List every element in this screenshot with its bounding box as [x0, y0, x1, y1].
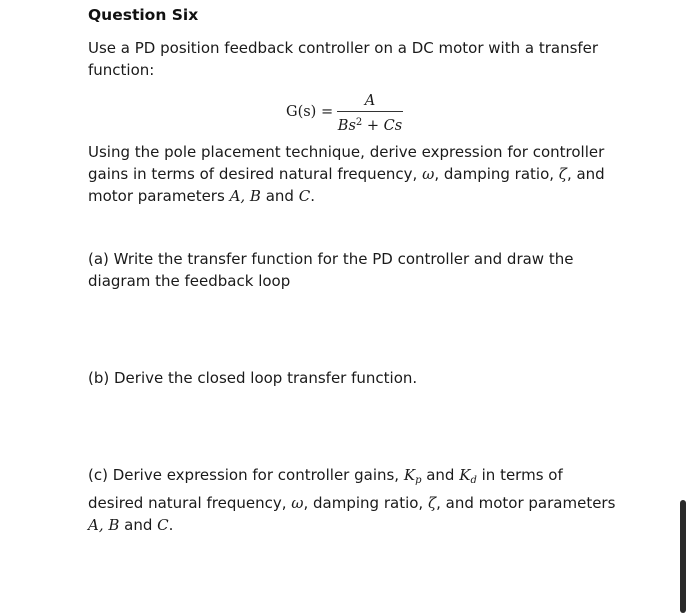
vertical-scrollbar[interactable]: [680, 500, 686, 613]
question-b: (b) Derive the closed loop transfer function.: [88, 369, 418, 387]
qc-zeta-symbol: ζ: [427, 494, 437, 512]
task-paragraph: [88, 141, 608, 207]
qc-text-2: and: [421, 466, 460, 484]
task-text-1: Using the pole placement technique, derive expression for controller gains in terms of desired natural frequency,: [88, 143, 605, 183]
qc-text-3: in terms of desired natural frequency,: [88, 466, 563, 512]
question-c: [88, 464, 618, 536]
denominator-term-b: Bs: [337, 118, 356, 134]
formula-lhs: G(s) =: [286, 104, 334, 120]
qc-text-1: (c) Derive expression for controller gains,: [88, 466, 404, 484]
intro-text: Use a PD position feedback controller on a DC motor with a transfer function:: [88, 39, 599, 79]
denominator-term-c: + Cs: [362, 118, 403, 134]
kd-letter: K: [459, 466, 471, 484]
kp-subscript: p: [415, 475, 422, 486]
question-a: (a) Write the transfer function for the PD controller and draw the diagram the feedback loop: [88, 250, 574, 290]
task-text-5: .: [310, 187, 315, 205]
kp-symbol: [404, 466, 422, 484]
task-text-4: and: [260, 187, 299, 205]
zeta-symbol: ζ: [558, 165, 567, 183]
kd-subscript: d: [470, 475, 477, 486]
intro-paragraph: [88, 37, 608, 81]
formula-fraction: [337, 92, 403, 133]
omega-symbol: ω: [422, 165, 435, 183]
task-text-3: , and motor parameters: [88, 165, 605, 205]
denominator-exponent: 2: [355, 117, 363, 128]
task-text-2: , damping ratio,: [434, 165, 559, 183]
kp-letter: K: [403, 466, 416, 484]
qc-text-5: , and motor parameters: [436, 494, 616, 512]
fraction-bar: [337, 111, 403, 112]
qc-text-7: .: [168, 516, 174, 534]
formula-denominator: [337, 113, 403, 133]
params-ab: A, B: [229, 187, 261, 205]
qc-omega-symbol: ω: [291, 494, 304, 512]
param-c: C: [298, 187, 311, 205]
kd-symbol: [459, 466, 477, 484]
formula-numerator: A: [364, 93, 376, 109]
qc-text-6: and: [119, 516, 158, 534]
qc-param-c: C: [157, 516, 169, 534]
question-title: Question Six: [88, 6, 199, 24]
qc-text-4: , damping ratio,: [303, 494, 428, 512]
qc-params-ab: A, B: [88, 516, 120, 534]
